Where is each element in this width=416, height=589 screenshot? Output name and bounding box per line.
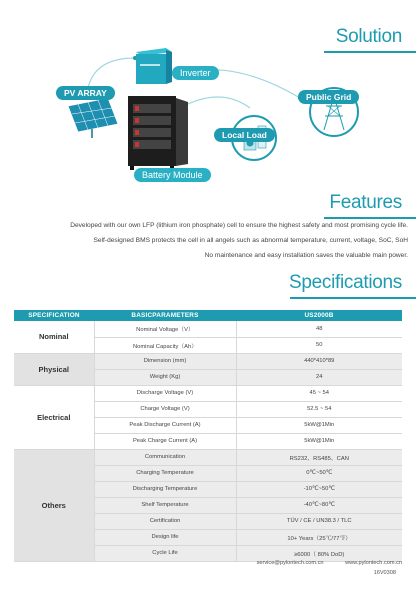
specifications-section-header: [289, 272, 402, 294]
param-value: 440*410*89: [236, 353, 402, 369]
param-value: ≥6000（ 80% DoD): [236, 545, 402, 561]
param-name: Certification: [94, 513, 236, 529]
features-list: [14, 222, 408, 267]
param-name: Peak Charge Current (A): [94, 433, 236, 449]
column-header: SPECIFICATION: [14, 310, 94, 321]
param-name: Discharging Temperature: [94, 481, 236, 497]
param-value: 50: [236, 337, 402, 353]
spec-group-electrical: Electrical: [14, 385, 94, 449]
pv-panel-icon: [68, 98, 118, 138]
pv-to-inverter-line: [88, 58, 135, 88]
solution-title: Solution: [335, 26, 402, 47]
battery-to-load-line: [180, 97, 250, 108]
specifications-title: Specifications: [288, 272, 402, 293]
inverter-icon: [136, 48, 172, 84]
table-row: [14, 353, 402, 369]
param-value: 10+ Years（25℃/77℉）: [236, 529, 402, 545]
table-row: [14, 321, 402, 337]
solution-section-header: [336, 26, 402, 48]
spec-group-others: Others: [14, 449, 94, 561]
specifications-table: [14, 310, 402, 562]
param-value: 48: [236, 321, 402, 337]
feature-line: Self-designed BMS protects the cell in all angels such as abnormal temperature, current, voltage, SoC, SoH: [93, 237, 408, 244]
param-value: 52.5 ~ 54: [236, 401, 402, 417]
param-name: Nominal Voltage（V）: [94, 321, 236, 337]
battery-module-label: Battery Module: [134, 168, 211, 182]
param-value: TÜV / CE / UN38.3 / TLC: [236, 513, 402, 529]
param-name: Peak Discharge Current (A): [94, 417, 236, 433]
param-name: Dimension (mm): [94, 353, 236, 369]
column-header: US2000B: [236, 310, 402, 321]
document-version: 16V0308: [373, 570, 396, 576]
param-value: 0℃~50℃: [236, 465, 402, 481]
table-row: [14, 449, 402, 465]
param-value: -40℃~80℃: [236, 497, 402, 513]
local-load-label: Local Load: [214, 128, 275, 142]
features-title: Features: [329, 192, 402, 213]
param-value: RS232、RS485、CAN: [236, 449, 402, 465]
features-section-header: [329, 192, 402, 214]
inverter-label: Inverter: [172, 66, 219, 80]
param-value: -10℃~50℃: [236, 481, 402, 497]
system-diagram: [0, 46, 416, 196]
feature-line: Developed with our own LFP (lithium iron phosphate) cell to ensure the highest safety and most promising cycle life.: [70, 222, 408, 229]
battery-cabinet-icon: [128, 96, 188, 170]
footer-website[interactable]: www.pylontech.com.cn: [345, 560, 402, 566]
param-name: Communication: [94, 449, 236, 465]
features-underline: [324, 217, 416, 219]
param-name: Cycle Life: [94, 545, 236, 561]
param-value: 5kW@1Min: [236, 417, 402, 433]
param-value: 24: [236, 369, 402, 385]
table-row: [14, 385, 402, 401]
feature-line: No maintenance and easy installation saves the valuable main power.: [204, 252, 408, 259]
footer-contact: [237, 560, 402, 566]
column-header: BASICPARAMETERS: [94, 310, 236, 321]
param-value: 45 ~ 54: [236, 385, 402, 401]
table-header-row: [14, 310, 402, 321]
specifications-underline: [290, 297, 416, 299]
footer-email[interactable]: service@pylontech.com.cn: [256, 560, 324, 566]
public-grid-label: Public Grid: [298, 90, 359, 104]
param-name: Shelf Temperature: [94, 497, 236, 513]
spec-group-physical: Physical: [14, 353, 94, 385]
spec-group-nominal: Nominal: [14, 321, 94, 353]
param-name: Design life: [94, 529, 236, 545]
param-name: Charge Voltage (V): [94, 401, 236, 417]
param-value: 5kW@1Min: [236, 433, 402, 449]
param-name: Weight (Kg): [94, 369, 236, 385]
param-name: Nominal Capacity（Ah）: [94, 337, 236, 353]
param-name: Charging Temperature: [94, 465, 236, 481]
param-name: Discharge Voltage (V): [94, 385, 236, 401]
pv-array-label: PV ARRAY: [56, 86, 115, 100]
